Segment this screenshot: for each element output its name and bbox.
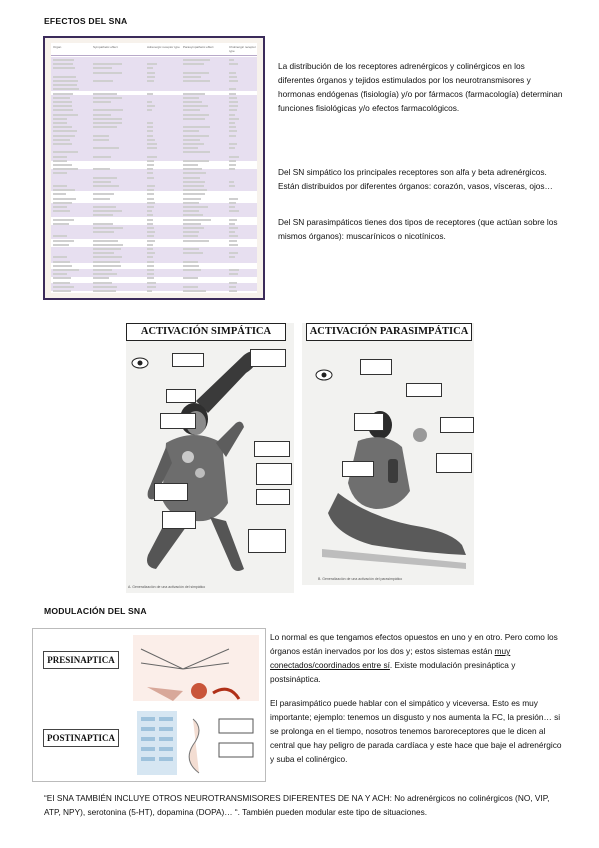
- table-text-line: [53, 219, 74, 221]
- table-text-line: [229, 97, 237, 99]
- table-text-line: [93, 67, 112, 69]
- table-text-line: [93, 139, 109, 141]
- table-text-line: [93, 248, 121, 250]
- table-text-line: [229, 126, 236, 128]
- table-text-line: [53, 88, 79, 90]
- table-text-line: [93, 198, 110, 200]
- table-text-line: [93, 109, 123, 111]
- table-text-line: [53, 151, 78, 153]
- table-text-line: [183, 164, 198, 166]
- table-text-line: [183, 290, 206, 292]
- parasympathetic-title: ACTIVACIÓN PARASIMPÁTICA: [306, 323, 472, 341]
- table-text-line: [183, 59, 210, 61]
- table-text-line: [147, 177, 154, 179]
- table-text-line: [53, 93, 73, 95]
- table-text-line: [147, 93, 153, 95]
- table-text-line: [229, 227, 238, 229]
- table-text-line: [183, 210, 199, 212]
- table-text-line: [93, 193, 114, 195]
- table-text-line: [229, 118, 239, 120]
- table-text-line: [53, 223, 69, 225]
- table-text-line: [53, 164, 72, 166]
- table-text-line: [183, 168, 202, 170]
- table-header-row: [51, 43, 257, 56]
- symp-box-3: [166, 389, 196, 403]
- table-col-organ: Organ: [53, 45, 62, 49]
- table-text-line: [147, 223, 153, 225]
- table-text-line: [183, 231, 199, 233]
- table-text-line: [183, 214, 203, 216]
- para-box-6: [342, 461, 374, 477]
- table-text-line: [53, 76, 76, 78]
- table-text-line: [53, 240, 74, 242]
- table-text-line: [229, 198, 238, 200]
- section-title-modulacion: MODULACIÓN DEL SNA: [44, 606, 147, 616]
- receptor-table-figure: [43, 36, 265, 300]
- table-text-line: [93, 240, 118, 242]
- table-text-line: [53, 282, 70, 284]
- table-text-line: [93, 135, 109, 137]
- table-text-line: [147, 256, 153, 258]
- table-text-line: [183, 130, 199, 132]
- table-text-line: [93, 244, 123, 246]
- table-text-line: [53, 97, 70, 99]
- table-text-line: [147, 130, 153, 132]
- table-text-line: [147, 210, 152, 212]
- table-text-line: [93, 252, 114, 254]
- paragraph-parasimpatico-simpatico: El parasimpático puede hablar con el simpático y viceversa. Esto es muy importante; ejemplo: tenemos un disgusto y nos aumenta la FC, la presión… si se prolonga en el tiempo, nosotros tenemos baroreceptores que le dicen al central que hay peligro de parada cardíaca y este hace que baje el adrenérgico y suba el colinérgico.: [270, 698, 562, 765]
- paragraph-distribucion: La distribución de los receptores adrenérgicos y colinérgicos en los diferentes órganos y tejidos estimulados por los neurotransmisores y hormonas endógenas (fisiología) y/o por fármacos (farmacología) determinan funciones fisiológicas y/o efectos farmacológicos.: [278, 61, 563, 114]
- table-text-line: [93, 290, 116, 292]
- table-text-line: [229, 63, 238, 65]
- table-text-line: [53, 206, 67, 208]
- table-text-line: [229, 244, 238, 246]
- table-text-line: [229, 231, 235, 233]
- table-text-line: [53, 290, 71, 292]
- presinaptica-label: PRESINAPTICA: [43, 651, 119, 669]
- symp-box-4: [160, 413, 196, 429]
- table-text-line: [229, 164, 236, 166]
- table-text-line: [93, 177, 117, 179]
- table-text-line: [183, 63, 204, 65]
- table-text-line: [147, 105, 155, 107]
- table-text-line: [147, 193, 154, 195]
- table-text-line: [93, 210, 122, 212]
- table-text-line: [93, 122, 122, 124]
- table-text-line: [183, 235, 198, 237]
- table-text-line: [93, 223, 113, 225]
- table-text-line: [183, 265, 199, 267]
- table-text-line: [93, 273, 117, 275]
- table-text-line: [147, 139, 155, 141]
- table-text-line: [147, 67, 153, 69]
- table-text-line: [93, 265, 121, 267]
- table-text-line: [229, 168, 235, 170]
- table-text-line: [183, 240, 209, 242]
- table-text-line: [183, 286, 198, 288]
- table-text-line: [229, 290, 237, 292]
- table-text-line: [183, 277, 198, 279]
- table-text-line: [53, 189, 75, 191]
- table-text-line: [147, 261, 154, 263]
- table-text-line: [229, 202, 236, 204]
- table-text-line: [229, 273, 238, 275]
- table-text-line: [53, 198, 76, 200]
- table-text-line: [147, 80, 154, 82]
- table-text-line: [183, 143, 204, 145]
- table-col-adrenergic: Adrenergic receptor type: [147, 45, 180, 49]
- table-text-line: [183, 76, 201, 78]
- table-text-line: [93, 93, 117, 95]
- table-text-line: [183, 114, 209, 116]
- symp-box-8: [256, 489, 290, 505]
- table-text-line: [93, 63, 122, 65]
- table-text-line: [229, 59, 234, 61]
- table-text-line: [93, 97, 122, 99]
- table-text-line: [183, 181, 205, 183]
- table-text-line: [183, 269, 201, 271]
- table-text-line: [147, 248, 153, 250]
- table-text-line: [183, 202, 199, 204]
- table-text-line: [53, 101, 72, 103]
- table-text-line: [183, 139, 200, 141]
- modulacion-underlined: muy conectados/coordinados entre sí: [270, 646, 511, 671]
- parasympathetic-activation-figure: [302, 323, 474, 585]
- table-text-line: [53, 172, 67, 174]
- table-text-line: [53, 265, 72, 267]
- table-text-line: [183, 101, 202, 103]
- table-text-line: [229, 135, 236, 137]
- table-text-line: [53, 286, 74, 288]
- table-text-line: [53, 202, 72, 204]
- table-text-line: [93, 214, 113, 216]
- table-text-line: [183, 97, 199, 99]
- table-text-line: [53, 105, 72, 107]
- table-text-line: [93, 181, 111, 183]
- table-text-line: [147, 265, 154, 267]
- table-text-line: [229, 256, 235, 258]
- table-text-line: [53, 84, 77, 86]
- table-text-line: [229, 223, 235, 225]
- table-text-line: [229, 93, 236, 95]
- paragraph-simpatico: Del SN simpático los principales receptores son alfa y beta adrenérgicos. Están distribuidos por diferentes órganos: corazón, vasos, vísceras, ojos…: [278, 167, 553, 192]
- symp-box-10: [248, 529, 286, 553]
- table-text-line: [53, 67, 75, 69]
- table-text-line: [229, 206, 235, 208]
- table-text-line: [183, 252, 203, 254]
- table-text-line: [93, 256, 122, 258]
- table-text-line: [147, 252, 155, 254]
- table-text-line: [147, 185, 155, 187]
- table-text-line: [93, 277, 109, 279]
- table-text-line: [229, 101, 238, 103]
- table-text-line: [53, 139, 70, 141]
- table-col-parasymp-effect: Parasympathetic effect: [183, 45, 214, 49]
- table-text-line: [229, 143, 237, 145]
- table-text-line: [147, 202, 155, 204]
- para-box-4: [440, 417, 474, 433]
- modulation-figure: [32, 628, 266, 782]
- table-text-line: [147, 198, 154, 200]
- table-text-line: [229, 109, 237, 111]
- table-text-line: [147, 206, 154, 208]
- paragraph-neurotransmisores: “EI SNA TAMBIÉN INCLUYE OTROS NEUROTRANSMISORES DIFERENTES DE NA Y ACH: No adrenérgicos no colinérgicos (NO, VIP, ATP, NPY), serotonina (5-HT), dopamina (DOPA)… “. También pueden modular este tipo de situaciones.: [44, 793, 550, 818]
- table-text-line: [229, 122, 235, 124]
- table-text-line: [147, 135, 153, 137]
- table-text-line: [93, 168, 110, 170]
- table-text-line: [147, 147, 157, 149]
- table-text-line: [183, 147, 198, 149]
- table-text-line: [53, 160, 67, 162]
- table-text-line: [93, 231, 114, 233]
- table-text-line: [93, 101, 111, 103]
- table-text-line: [229, 80, 238, 82]
- table-text-line: [93, 286, 117, 288]
- table-text-line: [183, 135, 209, 137]
- table-text-line: [147, 160, 154, 162]
- section-title-efectos: EFECTOS DEL SNA: [44, 16, 128, 26]
- table-text-line: [147, 277, 154, 279]
- table-text-line: [147, 244, 153, 246]
- table-text-line: [147, 122, 153, 124]
- table-col-cholinergic: Cholinergic receptor type: [229, 45, 256, 53]
- table-text-line: [183, 118, 205, 120]
- table-text-line: [229, 219, 237, 221]
- table-text-line: [183, 105, 208, 107]
- table-text-line: [53, 269, 79, 271]
- table-text-line: [53, 143, 72, 145]
- table-text-line: [147, 273, 154, 275]
- table-text-line: [183, 261, 198, 263]
- table-text-line: [147, 109, 152, 111]
- table-text-line: [183, 80, 210, 82]
- table-text-line: [53, 193, 66, 195]
- table-text-line: [183, 193, 205, 195]
- table-text-line: [93, 185, 119, 187]
- table-text-line: [53, 256, 67, 258]
- table-text-line: [53, 244, 69, 246]
- table-text-line: [183, 219, 211, 221]
- table-text-line: [229, 286, 236, 288]
- table-text-line: [183, 126, 210, 128]
- table-text-line: [53, 156, 67, 158]
- table-text-line: [147, 101, 152, 103]
- table-text-line: [53, 130, 77, 132]
- table-text-line: [53, 59, 74, 61]
- table-text-line: [93, 269, 112, 271]
- table-text-line: [93, 147, 119, 149]
- table-text-line: [53, 185, 67, 187]
- symp-box-2: [250, 349, 286, 367]
- table-text-line: [147, 282, 156, 284]
- table-text-line: [183, 206, 208, 208]
- table-text-line: [53, 277, 71, 279]
- table-text-line: [147, 189, 154, 191]
- table-text-line: [53, 122, 67, 124]
- paragraph-modulacion: [270, 630, 565, 686]
- table-text-line: [183, 72, 209, 74]
- table-text-line: [229, 269, 239, 271]
- para-box-5: [436, 453, 472, 473]
- table-text-line: [53, 109, 73, 111]
- table-text-line: [229, 72, 236, 74]
- table-text-line: [147, 219, 153, 221]
- table-text-line: [183, 109, 200, 111]
- table-text-line: [147, 143, 157, 145]
- table-text-line: [147, 286, 156, 288]
- table-text-line: [183, 223, 201, 225]
- table-text-line: [183, 198, 201, 200]
- sympathetic-title: ACTIVACIÓN SIMPÁTICA: [126, 323, 286, 341]
- table-text-line: [229, 76, 237, 78]
- table-text-line: [183, 160, 209, 162]
- table-text-line: [147, 214, 153, 216]
- table-text-line: [53, 235, 67, 237]
- table-text-line: [93, 118, 122, 120]
- table-text-line: [147, 72, 155, 74]
- table-text-line: [147, 164, 154, 166]
- table-text-line: [93, 72, 122, 74]
- table-text-line: [53, 135, 75, 137]
- table-text-line: [183, 172, 206, 174]
- table-text-line: [147, 231, 155, 233]
- para-box-3: [354, 413, 384, 431]
- table-text-line: [147, 269, 154, 271]
- table-text-line: [93, 282, 112, 284]
- symp-box-5: [254, 441, 290, 457]
- table-text-line: [229, 156, 239, 158]
- receptor-table: [51, 43, 257, 293]
- table-text-line: [183, 248, 199, 250]
- table-text-line: [229, 252, 238, 254]
- table-text-line: [147, 235, 154, 237]
- symp-box-6: [256, 463, 292, 485]
- symp-box-9: [162, 511, 196, 529]
- paragraph-parasimpatico: Del SN parasimpáticos tienes dos tipos de receptores (que actúan sobre los mismos órganos): muscarínicos o nicotínicos.: [278, 217, 558, 242]
- table-text-line: [147, 227, 154, 229]
- table-text-line: [147, 172, 153, 174]
- table-text-line: [147, 290, 152, 292]
- para-box-1: [360, 359, 392, 375]
- table-text-line: [229, 105, 238, 107]
- table-text-line: [147, 63, 157, 65]
- table-text-line: [183, 177, 200, 179]
- table-text-line: [53, 114, 78, 116]
- table-text-line: [53, 261, 70, 263]
- table-text-line: [229, 282, 237, 284]
- table-text-line: [229, 181, 234, 183]
- modulacion-text-a: Lo normal es que tengamos efectos opuestos en uno y en otro. Pero como los órganos están inervados por los dos y; estos sistemas están: [270, 632, 558, 657]
- table-text-line: [53, 118, 67, 120]
- sympathetic-caption: A. Generalización de una activación del simpático: [128, 585, 206, 589]
- table-text-line: [93, 80, 113, 82]
- table-text-line: [53, 126, 72, 128]
- table-text-line: [183, 185, 204, 187]
- table-text-line: [229, 130, 237, 132]
- table-text-line: [147, 156, 157, 158]
- table-text-line: [93, 261, 120, 263]
- table-text-line: [93, 227, 123, 229]
- table-text-line: [93, 126, 117, 128]
- symp-box-7: [154, 483, 188, 501]
- table-text-line: [53, 63, 73, 65]
- table-text-line: [229, 160, 236, 162]
- table-text-line: [93, 156, 111, 158]
- table-text-line: [229, 114, 235, 116]
- table-text-line: [53, 210, 70, 212]
- table-text-line: [229, 185, 235, 187]
- parasympathetic-caption: B. Generalización de una activación del parasimpático: [318, 577, 403, 581]
- table-text-line: [183, 227, 204, 229]
- table-text-line: [147, 126, 153, 128]
- para-box-2: [406, 383, 442, 397]
- table-text-line: [147, 76, 155, 78]
- table-text-line: [183, 189, 207, 191]
- table-text-line: [53, 80, 78, 82]
- table-text-line: [229, 240, 237, 242]
- table-text-line: [183, 151, 210, 153]
- table-text-line: [183, 93, 205, 95]
- postinaptica-label: POSTINAPTICA: [43, 729, 119, 747]
- table-text-line: [93, 114, 111, 116]
- table-text-line: [229, 210, 239, 212]
- table-text-line: [229, 147, 235, 149]
- symp-box-1: [172, 353, 204, 367]
- table-text-line: [53, 168, 78, 170]
- table-text-line: [93, 206, 116, 208]
- table-text-line: [229, 235, 238, 237]
- table-text-line: [53, 273, 67, 275]
- table-col-symp-effect: Sympathetic effect: [93, 45, 118, 49]
- modulacion-text-b: . Existe modulación presináptica y postsináptica.: [270, 660, 516, 685]
- table-text-line: [147, 240, 155, 242]
- table-text-line: [147, 168, 153, 170]
- table-text-line: [229, 88, 236, 90]
- sympathetic-activation-figure: [126, 323, 294, 593]
